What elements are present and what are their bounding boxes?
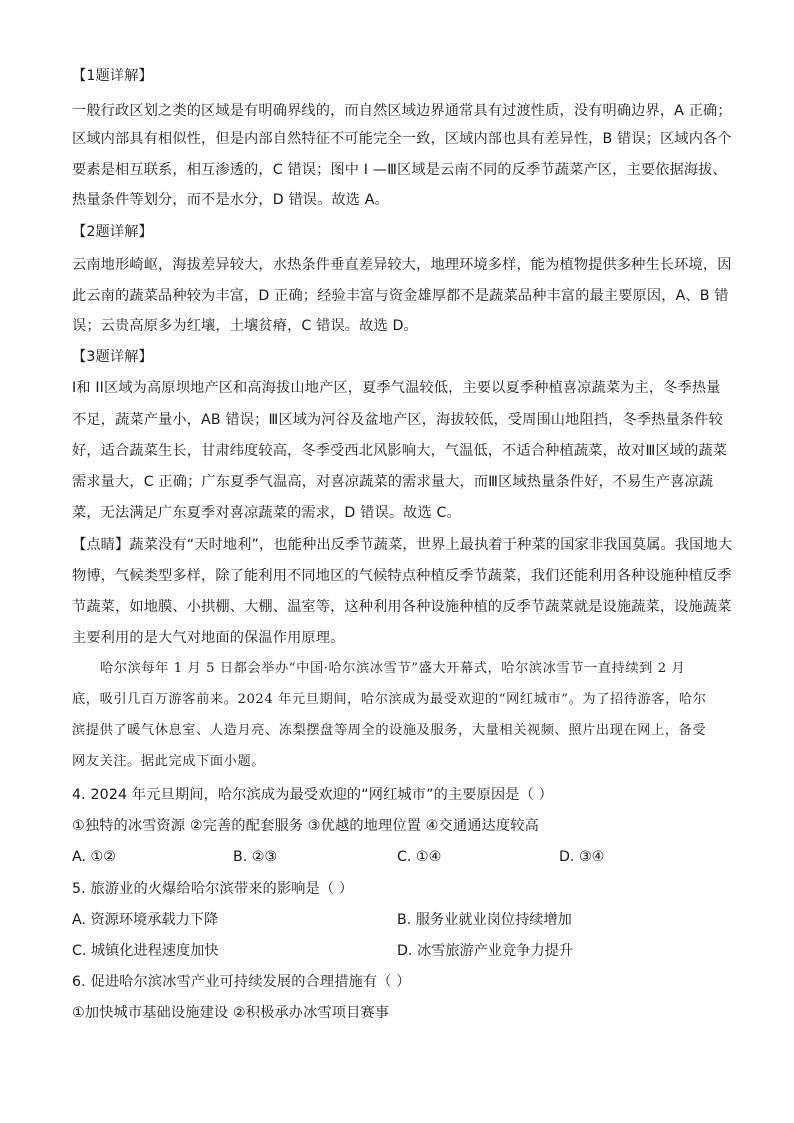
- q5-option-d: D. 冰雪旅游产业竞争力提升: [397, 943, 574, 959]
- tip-line: 物博，气候类型多样，除了能利用不同地区的气候特点种植反季节蔬菜，我们还能利用各种设施种植反季: [72, 568, 732, 584]
- q1-line: 一般行政区划之类的区域是有明确界线的，而自然区域边界通常具有过渡性质，没有明确边界，A 正确；: [72, 103, 732, 119]
- q2-line: 此云南的蔬菜品种较为丰富，D 正确；经验丰富与资金雄厚都不是蔬菜品种丰富的最主要原因，A、B 错: [72, 288, 729, 304]
- q1-line: 区域内部具有相似性，但是内部自然特征不可能完全一致，区域内部也具有差异性，B 错误；区域内各个: [72, 131, 732, 147]
- passage-line: 底，吸引几百万游客前来。2024 年元旦期间，哈尔滨成为最受欢迎的“网红城市”。为了招待游客，哈尔: [72, 692, 707, 707]
- tip-line: 【点睛】蔬菜没有“天时地利”，也能种出反季节蔬菜，世界上最执着于种菜的国家非我国莫属。我国地大: [72, 537, 733, 553]
- q6-stem: 6. 促进哈尔滨冰雪产业可持续发展的合理措施有（ ）: [72, 974, 411, 990]
- q4-statements: ①独特的冰雪资源 ②完善的配套服务 ③优越的地理位置 ④交通通达度较高: [72, 818, 539, 834]
- q5-option-c: C. 城镇化进程速度加快: [72, 943, 219, 959]
- q4-option-a: A. ①②: [72, 849, 116, 865]
- q4-stem: 4. 2024 年元旦期间，哈尔滨成为最受欢迎的“网红城市”的主要原因是（ ）: [72, 787, 553, 803]
- q3-heading: 【3题详解】: [72, 349, 153, 365]
- q5-stem: 5. 旅游业的火爆给哈尔滨带来的影响是（ ）: [72, 881, 354, 897]
- q3-line: 好，适合蔬菜生长，甘肃纬度较高，冬季受西北风影响大，气温低，不适合种植蔬菜，故对Ⅲ区域的蔬菜: [72, 443, 728, 459]
- q4-option-d: D. ③④: [559, 849, 605, 865]
- q3-line: 菜，无法满足广东夏季对喜凉蔬菜的需求，D 错误。故选 C。: [72, 505, 461, 521]
- tip-line: 节蔬菜，如地膜、小拱棚、大棚、温室等，这种利用各种设施种植的反季节蔬菜就是设施蔬菜，设施蔬菜: [72, 599, 732, 615]
- q4-option-c: C. ①④: [397, 849, 442, 865]
- passage-line: 网友关注。据此完成下面小题。: [72, 754, 266, 769]
- q5-option-b: B. 服务业就业岗位持续增加: [397, 912, 572, 928]
- q5-option-a: A. 资源环境承载力下降: [72, 912, 219, 928]
- q6-statements: ①加快城市基础设施建设 ②积极承办冰雪项目赛事: [72, 1005, 390, 1021]
- q2-heading: 【2题详解】: [72, 224, 153, 240]
- q1-line: 热量条件等划分，而不是水分，D 错误。故选 A。: [72, 192, 390, 208]
- q2-line: 误；云贵高原多为红壤，土壤贫瘠，C 错误。故选 D。: [72, 318, 418, 334]
- q1-heading: 【1题详解】: [72, 68, 153, 84]
- q3-line: 需求量大，C 正确；广东夏季气温高，对喜凉蔬菜的需求量大，而Ⅲ区域热量条件好，不易生产喜凉蔬: [72, 474, 714, 490]
- q3-line: 不足，蔬菜产量小，AB 错误；Ⅲ区域为河谷及盆地产区，海拔较低，受周围山地阻挡，冬季热量条件较: [72, 412, 723, 428]
- passage-line: 哈尔滨每年 1 月 5 日都会举办“中国·哈尔滨冰雪节”盛大开幕式，哈尔滨冰雪节一直持续到 2 月: [100, 661, 686, 676]
- q4-option-b: B. ②③: [233, 849, 278, 865]
- tip-line: 主要利用的是大气对地面的保温作用原理。: [72, 630, 345, 646]
- q2-line: 云南地形崎岖，海拔差异较大，水热条件垂直差异较大，地理环境多样，能为植物提供多种生长环境，因: [72, 257, 732, 273]
- passage-line: 滨提供了暖气休息室、人造月亮、冻梨摆盘等周全的设施及服务，大量相关视频、照片出现在网上，备受: [72, 723, 707, 738]
- q1-line: 要素是相互联系，相互渗透的，C 错误；图中 I —Ⅲ区域是云南不同的反季节蔬菜产区，主要依据海拔、: [72, 162, 727, 178]
- q3-line: I和 II区域为高原坝地产区和高海拔山地产区，夏季气温较低，主要以夏季种植喜凉蔬菜为主，冬季热量: [72, 380, 721, 396]
